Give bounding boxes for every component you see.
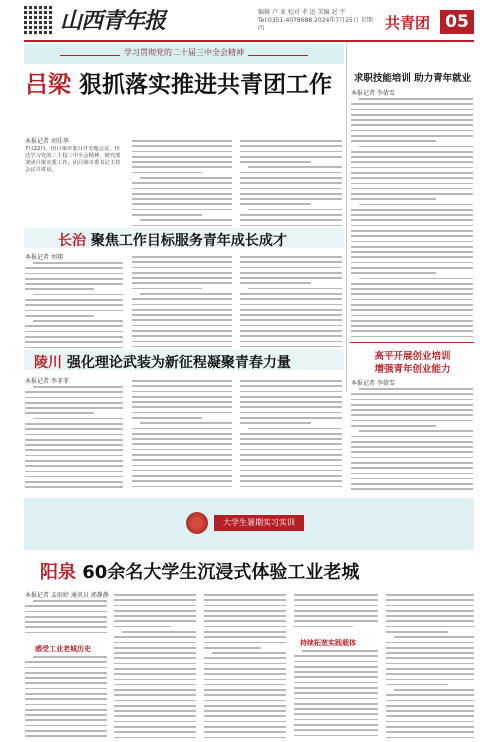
headline-text: 狠抓落实推进共青团工作	[79, 72, 333, 98]
story3-title: 强化理论武装为新征程凝聚青春力量	[66, 355, 291, 371]
headline-place: 吕梁	[25, 72, 71, 98]
article-body-top-col1: 7月22日，团吕梁市委召开专题会议，传达学习党的二十届三中全会精神，研究部署团吕梁市委工作。团吕梁市委书记主持会议并讲话。	[25, 146, 121, 173]
youth-league-emblem-icon	[186, 512, 208, 534]
section-name: 共青团	[385, 14, 431, 32]
article-body-top-col2	[132, 140, 232, 232]
bottom-body-col1a	[25, 600, 107, 640]
bottom-body-col3	[204, 594, 286, 740]
article-body-s2-col3	[240, 256, 342, 352]
headline-main	[25, 66, 332, 99]
article-body-s3-col2	[132, 380, 232, 490]
kicker-text: 学习贯彻党的二十届三中全会精神	[124, 48, 244, 57]
right-divider	[350, 342, 474, 343]
story2-title: 聚焦工作目标服务青年成长成才	[90, 233, 287, 249]
right-body-1	[351, 98, 473, 340]
bottom-headline	[40, 558, 359, 584]
column-divider	[346, 42, 347, 392]
bottom-subhead-1: 感受工业老城历史	[35, 645, 91, 653]
meta-editors: 编辑 卢 亚 校对 孝 迅 美编 赵 宇	[258, 9, 346, 16]
newspaper-logo: 山西青年报	[60, 8, 166, 34]
bottom-body-col4b	[294, 650, 378, 740]
article-body-s2-col1	[25, 262, 123, 352]
story2-place: 长治	[58, 233, 86, 249]
byline-story2: 本报记者 刘翔	[25, 254, 63, 261]
bottom-byline: 本报记者 孟雨婷 通讯员 郭静静	[25, 592, 109, 599]
bottom-body-col2	[114, 594, 196, 740]
page-number: 05	[440, 10, 474, 34]
story3-headline	[34, 352, 291, 372]
qr-code-icon	[24, 6, 54, 36]
story2-headline	[58, 230, 287, 250]
story3-place: 陵川	[34, 355, 62, 371]
right-title-1: 求职技能培训 助力青年就业	[353, 73, 472, 84]
bottom-headline-text: 60余名大学生沉浸式体验工业老城	[82, 562, 360, 583]
right-byline-2: 本报记者 李倩雪	[351, 380, 395, 387]
bottom-body-col5	[386, 594, 474, 740]
meta-date: Tel:0351-4078688 2024年7月25日 星期四	[258, 17, 373, 32]
right-title-2b: 增强青年创业能力	[374, 364, 451, 375]
bottom-subhead-2: 持续拓宽实践载体	[300, 639, 356, 647]
bottom-body-col1b	[25, 656, 107, 740]
bottom-body-col4a	[294, 594, 378, 634]
masthead-meta	[258, 9, 378, 33]
bottom-headline-place: 阳泉	[40, 562, 76, 583]
article-body-s3-col1	[25, 386, 123, 490]
right-body-2	[351, 388, 473, 492]
article-body-top-col3	[240, 140, 342, 232]
right-byline-1: 本报记者 李倩雪	[351, 90, 395, 97]
article-body-s3-col3	[240, 380, 342, 490]
byline-story3: 本报记者 李菲菲	[25, 378, 69, 385]
bottom-kicker-tag: 大学生暑期实习实训	[214, 515, 304, 531]
article-body-s2-col2	[132, 256, 232, 352]
masthead-rule	[24, 40, 474, 42]
byline-top: 本报记者 刘佳华	[25, 138, 69, 145]
right-title-2a: 高平开展创业培训	[374, 351, 451, 362]
